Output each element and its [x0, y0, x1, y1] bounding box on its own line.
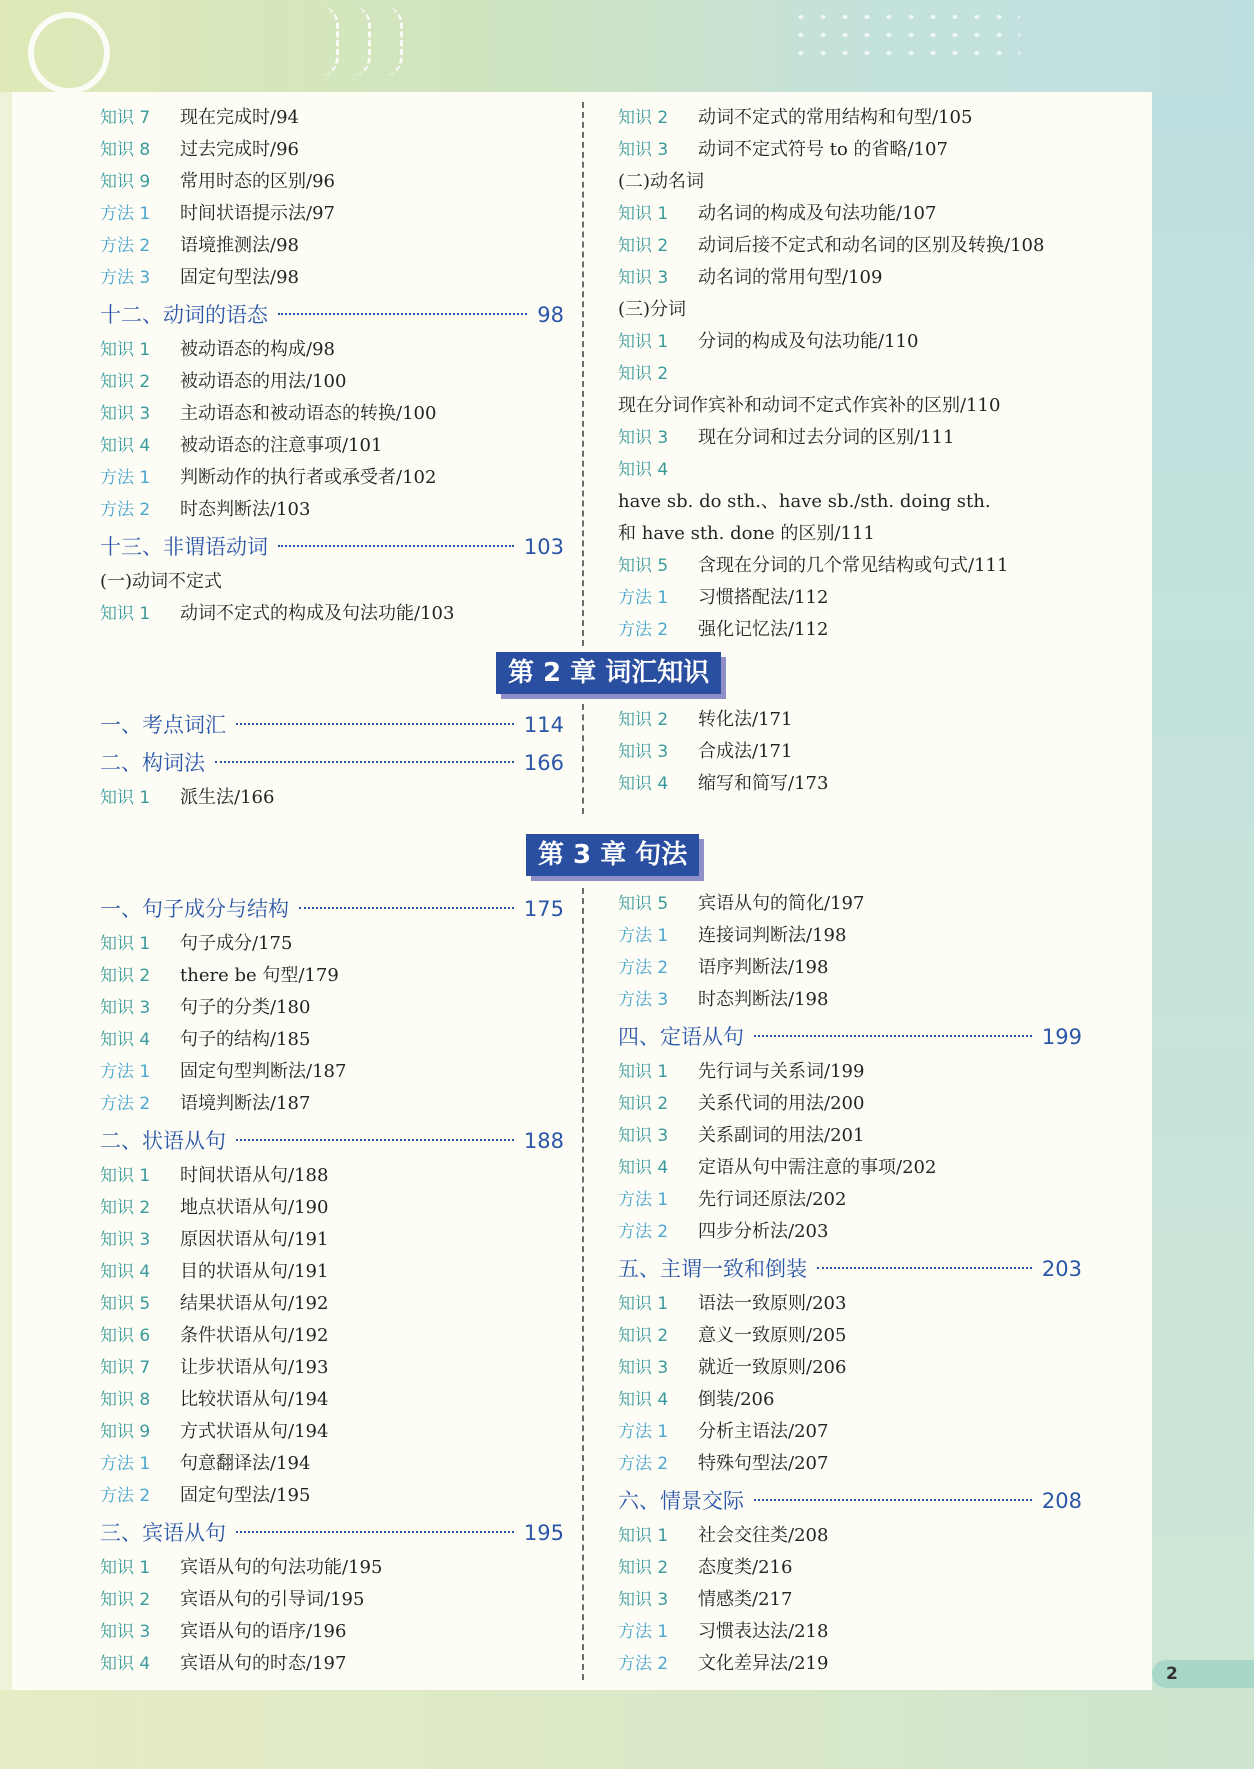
entry-text: 时态判断法/103 [180, 499, 311, 520]
entry-text: 动词不定式的构成及句法功能/103 [180, 603, 455, 624]
entry-text: 动名词的构成及句法功能/107 [698, 203, 937, 224]
section-page-number: 114 [523, 713, 564, 737]
toc-knowledge-entry[interactable] [100, 1288, 564, 1320]
toc-method-entry[interactable] [618, 614, 1082, 646]
entry-label: 知识 3 [100, 1622, 151, 1642]
toc-column-left [100, 888, 584, 1680]
entry-label: 方法 2 [618, 1222, 669, 1242]
entry-text: 强化记忆法/112 [698, 619, 829, 640]
toc-knowledge-entry[interactable] [618, 1056, 1082, 1088]
entry-text: 宾语从句的简化/197 [698, 893, 865, 914]
toc-knowledge-entry[interactable] [100, 1192, 564, 1224]
entry-label: 方法 2 [618, 958, 669, 978]
entry-text: 被动语态的注意事项/101 [180, 435, 383, 456]
entry-label: 知识 2 [618, 1558, 669, 1578]
entry-text: 时间状语提示法/97 [180, 203, 335, 224]
bottom-decor-band [0, 1690, 1254, 1769]
entry-label: 知识 3 [618, 1126, 669, 1146]
entry-text: 地点状语从句/190 [180, 1197, 329, 1218]
toc-method-entry[interactable] [100, 1448, 564, 1480]
entry-text: 缩写和简写/173 [698, 773, 829, 794]
entry-label: 知识 2 [618, 364, 669, 384]
leader-dots [817, 1267, 1032, 1269]
entry-label: 知识 9 [100, 1422, 151, 1442]
entry-label: 知识 4 [100, 1654, 151, 1674]
entry-label: 知识 7 [100, 108, 151, 128]
toc-subsection: (三)分词 [618, 299, 687, 320]
toc-knowledge-entry[interactable] [618, 1352, 1082, 1384]
entry-text: have sb. do sth.、have sb./sth. doing sth.和 have sth. done 的区别/111 [618, 491, 991, 544]
entry-text: 文化差异法/219 [698, 1653, 829, 1674]
entry-label: 知识 5 [618, 894, 669, 914]
toc-method-entry[interactable] [100, 1480, 564, 1512]
entry-label: 方法 1 [100, 204, 151, 224]
entry-label: 方法 2 [618, 620, 669, 640]
chapter-2-heading: 第 2 章 词汇知识 [496, 652, 721, 694]
toc-knowledge-entry[interactable] [618, 198, 1082, 230]
entry-label: 知识 4 [618, 460, 669, 480]
toc-method-entry[interactable] [618, 1184, 1082, 1216]
toc-method-entry[interactable] [100, 462, 564, 494]
entry-label: 知识 4 [100, 436, 151, 456]
toc-block-chapter2 [100, 704, 1130, 814]
entry-label: 知识 1 [100, 934, 151, 954]
entry-text: 让步状语从句/193 [180, 1357, 329, 1378]
entry-label: 知识 3 [618, 268, 669, 288]
toc-column-right [600, 102, 1082, 646]
entry-label: 方法 2 [100, 236, 151, 256]
toc-knowledge-entry[interactable] [618, 1288, 1082, 1320]
toc-knowledge-entry[interactable] [100, 166, 564, 198]
toc-knowledge-entry[interactable] [618, 230, 1082, 262]
entry-label: 方法 1 [618, 926, 669, 946]
entry-text: 先行词还原法/202 [698, 1189, 847, 1210]
right-decor-band [1152, 92, 1254, 1712]
entry-label: 知识 2 [618, 108, 669, 128]
toc-knowledge-entry[interactable] [100, 928, 564, 960]
toc-section-heading[interactable] [618, 1484, 1082, 1518]
entry-text: 句子成分/175 [180, 933, 293, 954]
toc-knowledge-entry[interactable] [618, 768, 1082, 800]
toc-column-right [600, 888, 1082, 1680]
entry-text: 被动语态的用法/100 [180, 371, 347, 392]
section-page-number: 103 [523, 535, 564, 559]
toc-knowledge-entry[interactable] [618, 1120, 1082, 1152]
toc-knowledge-entry[interactable] [100, 598, 564, 630]
entry-text: there be 句型/179 [180, 965, 339, 986]
toc-method-entry[interactable] [618, 920, 1082, 952]
toc-knowledge-entry[interactable] [618, 102, 1082, 134]
toc-block-chapter3 [100, 888, 1130, 1680]
entry-text: 关系副词的用法/201 [698, 1125, 865, 1146]
entry-text: 关系代词的用法/200 [698, 1093, 865, 1114]
entry-text: 合成法/171 [698, 741, 793, 762]
toc-method-entry[interactable] [100, 262, 564, 294]
leader-dots [236, 723, 514, 725]
toc-method-entry[interactable] [618, 1416, 1082, 1448]
entry-label: 方法 1 [618, 1190, 669, 1210]
entry-text: 意义一致原则/205 [698, 1325, 847, 1346]
toc-method-entry[interactable] [100, 230, 564, 262]
entry-text: 主动语态和被动语态的转换/100 [180, 403, 437, 424]
toc-method-entry[interactable] [618, 1616, 1082, 1648]
entry-text: 句子的分类/180 [180, 997, 311, 1018]
entry-label: 方法 1 [100, 468, 151, 488]
toc-knowledge-entry[interactable] [100, 1648, 564, 1680]
entry-text: 句意翻译法/194 [180, 1453, 311, 1474]
entry-text: 句子的结构/185 [180, 1029, 311, 1050]
entry-text: 连接词判断法/198 [698, 925, 847, 946]
toc-knowledge-entry[interactable] [100, 992, 564, 1024]
entry-label: 方法 1 [618, 588, 669, 608]
entry-label: 知识 2 [100, 1198, 151, 1218]
entry-label: 知识 1 [100, 1166, 151, 1186]
toc-knowledge-entry[interactable] [100, 1384, 564, 1416]
toc-knowledge-entry[interactable] [618, 422, 1082, 454]
entry-text: 语境判断法/187 [180, 1093, 311, 1114]
entry-text: 比较状语从句/194 [180, 1389, 329, 1410]
wave-decoration [320, 6, 339, 76]
section-title: 十三、非谓语动词 [100, 535, 268, 559]
entry-label: 知识 5 [618, 556, 669, 576]
entry-text: 四步分析法/203 [698, 1221, 829, 1242]
section-title: 五、主谓一致和倒装 [618, 1257, 807, 1281]
entry-text: 分词的构成及句法功能/110 [698, 331, 919, 352]
section-page-number: 199 [1041, 1025, 1082, 1049]
toc-section-heading[interactable] [100, 530, 564, 564]
entry-text: 现在完成时/94 [180, 107, 299, 128]
toc-knowledge-entry[interactable] [618, 326, 1082, 358]
toc-knowledge-entry[interactable] [618, 358, 1082, 422]
entry-text: 宾语从句的引导词/195 [180, 1589, 365, 1610]
entry-text: 现在分词作宾补和动词不定式作宾补的区别/110 [618, 395, 1001, 416]
entry-text: 态度类/216 [698, 1557, 793, 1578]
entry-label: 知识 3 [100, 998, 151, 1018]
entry-text: 常用时态的区别/96 [180, 171, 335, 192]
entry-text: 被动语态的构成/98 [180, 339, 335, 360]
entry-label: 方法 1 [618, 1622, 669, 1642]
entry-label: 方法 3 [618, 990, 669, 1010]
entry-text: 宾语从句的语序/196 [180, 1621, 347, 1642]
toc-subsection: (二)动名词 [618, 171, 705, 192]
toc-column-left [100, 704, 584, 814]
toc-knowledge-entry[interactable] [618, 888, 1082, 920]
toc-subsection: (一)动词不定式 [100, 571, 223, 592]
toc-method-entry[interactable] [618, 984, 1082, 1016]
entry-label: 知识 3 [618, 1358, 669, 1378]
toc-knowledge-entry[interactable] [618, 262, 1082, 294]
leader-dots [236, 1139, 514, 1141]
page-number: 2 [1152, 1660, 1254, 1688]
entry-label: 知识 1 [100, 340, 151, 360]
entry-text: 动词不定式符号 to 的省略/107 [698, 139, 948, 160]
entry-text: 社会交往类/208 [698, 1525, 829, 1546]
toc-method-entry[interactable] [100, 1056, 564, 1088]
entry-text: 时态判断法/198 [698, 989, 829, 1010]
toc-knowledge-entry[interactable] [100, 782, 564, 814]
entry-label: 方法 2 [100, 1486, 151, 1506]
section-title: 二、构词法 [100, 751, 205, 775]
entry-text: 条件状语从句/192 [180, 1325, 329, 1346]
entry-text: 固定句型法/195 [180, 1485, 311, 1506]
toc-method-entry[interactable] [618, 1448, 1082, 1480]
toc-section-heading[interactable] [100, 708, 564, 742]
entry-text: 情感类/217 [698, 1589, 793, 1610]
toc-method-entry[interactable] [100, 198, 564, 230]
toc-knowledge-entry[interactable] [100, 1256, 564, 1288]
entry-label: 知识 8 [100, 1390, 151, 1410]
entry-text: 宾语从句的时态/197 [180, 1653, 347, 1674]
entry-label: 知识 4 [618, 1390, 669, 1410]
toc-knowledge-entry[interactable] [100, 1224, 564, 1256]
entry-text: 动词后接不定式和动名词的区别及转换/108 [698, 235, 1045, 256]
toc-knowledge-entry[interactable] [100, 1552, 564, 1584]
entry-label: 知识 1 [618, 1526, 669, 1546]
toc-knowledge-entry[interactable] [618, 1088, 1082, 1120]
toc-section-heading[interactable] [100, 298, 564, 332]
toc-method-entry[interactable] [618, 952, 1082, 984]
entry-text: 习惯搭配法/112 [698, 587, 829, 608]
entry-label: 知识 3 [618, 1590, 669, 1610]
toc-knowledge-entry[interactable] [618, 736, 1082, 768]
entry-label: 方法 1 [100, 1062, 151, 1082]
entry-text: 语序判断法/198 [698, 957, 829, 978]
section-page-number: 98 [537, 303, 564, 327]
entry-label: 方法 2 [618, 1654, 669, 1674]
chapter-3-heading: 第 3 章 句法 [526, 834, 699, 876]
entry-label: 知识 7 [100, 1358, 151, 1378]
entry-text: 倒装/206 [698, 1389, 775, 1410]
entry-label: 知识 1 [618, 204, 669, 224]
entry-text: 含现在分词的几个常见结构或句式/111 [698, 555, 1009, 576]
toc-knowledge-entry[interactable] [618, 1384, 1082, 1416]
entry-label: 知识 4 [100, 1262, 151, 1282]
section-title: 四、定语从句 [618, 1025, 744, 1049]
entry-text: 宾语从句的句法功能/195 [180, 1557, 383, 1578]
entry-text: 派生法/166 [180, 787, 275, 808]
toc-column-left [100, 102, 584, 646]
leader-dots [278, 545, 514, 547]
wave-decoration [352, 6, 371, 76]
entry-text: 先行词与关系词/199 [698, 1061, 865, 1082]
entry-text: 判断动作的执行者或承受者/102 [180, 467, 437, 488]
leader-dots [215, 761, 514, 763]
toc-knowledge-entry[interactable] [618, 134, 1082, 166]
toc-knowledge-entry[interactable] [100, 960, 564, 992]
section-page-number: 188 [523, 1129, 564, 1153]
entry-label: 知识 2 [100, 966, 151, 986]
toc-knowledge-entry[interactable] [100, 1320, 564, 1352]
toc-knowledge-entry[interactable] [618, 1552, 1082, 1584]
entry-label: 知识 3 [618, 428, 669, 448]
section-title: 一、句子成分与结构 [100, 897, 289, 921]
entry-label: 知识 4 [618, 1158, 669, 1178]
toc-knowledge-entry[interactable] [100, 366, 564, 398]
entry-label: 知识 2 [618, 1094, 669, 1114]
entry-label: 知识 3 [618, 742, 669, 762]
entry-text: 方式状语从句/194 [180, 1421, 329, 1442]
entry-label: 知识 2 [618, 1326, 669, 1346]
entry-label: 方法 2 [618, 1454, 669, 1474]
top-decor-band [0, 0, 1254, 92]
entry-label: 方法 2 [100, 500, 151, 520]
entry-label: 知识 1 [100, 788, 151, 808]
entry-label: 方法 1 [100, 1454, 151, 1474]
entry-text: 过去完成时/96 [180, 139, 299, 160]
leader-dots [299, 907, 514, 909]
entry-text: 习惯表达法/218 [698, 1621, 829, 1642]
entry-label: 方法 2 [100, 1094, 151, 1114]
entry-text: 语法一致原则/203 [698, 1293, 847, 1314]
entry-text: 动名词的常用句型/109 [698, 267, 883, 288]
toc-section-heading[interactable] [100, 892, 564, 926]
toc-knowledge-entry[interactable] [100, 398, 564, 430]
toc-section-heading[interactable] [618, 1252, 1082, 1286]
entry-text: 语境推测法/98 [180, 235, 299, 256]
section-page-number: 208 [1041, 1489, 1082, 1513]
toc-method-entry[interactable] [618, 1216, 1082, 1248]
toc-section-heading[interactable] [100, 746, 564, 780]
toc-knowledge-entry[interactable] [100, 1160, 564, 1192]
entry-text: 结果状语从句/192 [180, 1293, 329, 1314]
toc-method-entry[interactable] [618, 1648, 1082, 1680]
entry-label: 知识 3 [100, 404, 151, 424]
toc-knowledge-entry[interactable] [618, 1520, 1082, 1552]
circle-decoration [28, 12, 110, 94]
wave-decoration [384, 6, 403, 76]
toc-knowledge-entry[interactable] [100, 134, 564, 166]
entry-text: 特殊句型法/207 [698, 1453, 829, 1474]
toc-knowledge-entry[interactable] [100, 1584, 564, 1616]
entry-label: 知识 3 [100, 1230, 151, 1250]
entry-label: 知识 2 [100, 1590, 151, 1610]
section-title: 二、状语从句 [100, 1129, 226, 1153]
section-page-number: 166 [523, 751, 564, 775]
toc-method-entry[interactable] [100, 1088, 564, 1120]
toc-knowledge-entry[interactable] [618, 1152, 1082, 1184]
toc-method-entry[interactable] [100, 494, 564, 526]
toc-knowledge-entry[interactable] [100, 334, 564, 366]
entry-text: 现在分词和过去分词的区别/111 [698, 427, 955, 448]
section-title: 六、情景交际 [618, 1489, 744, 1513]
section-page-number: 175 [523, 897, 564, 921]
toc-method-entry[interactable] [618, 582, 1082, 614]
toc-knowledge-entry[interactable] [100, 1024, 564, 1056]
entry-label: 知识 1 [100, 1558, 151, 1578]
entry-label: 方法 1 [618, 1422, 669, 1442]
entry-text: 分析主语法/207 [698, 1421, 829, 1442]
entry-label: 知识 8 [100, 140, 151, 160]
toc-knowledge-entry[interactable] [618, 550, 1082, 582]
toc-column-right [600, 704, 1082, 814]
entry-text: 转化法/171 [698, 709, 793, 730]
toc-knowledge-entry[interactable] [100, 102, 564, 134]
entry-text: 目的状语从句/191 [180, 1261, 329, 1282]
entry-text: 时间状语从句/188 [180, 1165, 329, 1186]
section-title: 十二、动词的语态 [100, 303, 268, 327]
toc-knowledge-entry[interactable] [100, 1352, 564, 1384]
toc-knowledge-entry[interactable] [100, 430, 564, 462]
entry-label: 知识 1 [618, 1062, 669, 1082]
toc-knowledge-entry[interactable] [618, 454, 1082, 550]
toc-knowledge-entry[interactable] [618, 1320, 1082, 1352]
entry-label: 方法 3 [100, 268, 151, 288]
entry-label: 知识 2 [100, 372, 151, 392]
entry-text: 固定句型法/98 [180, 267, 299, 288]
entry-label: 知识 4 [618, 774, 669, 794]
toc-knowledge-entry[interactable] [100, 1416, 564, 1448]
section-title: 三、宾语从句 [100, 1521, 226, 1545]
toc-knowledge-entry[interactable] [100, 1616, 564, 1648]
toc-section-heading[interactable] [100, 1516, 564, 1550]
entry-label: 知识 4 [100, 1030, 151, 1050]
entry-label: 知识 1 [618, 1294, 669, 1314]
toc-block-chapter1-continued [100, 102, 1130, 646]
toc-knowledge-entry[interactable] [618, 1584, 1082, 1616]
leader-dots [278, 313, 527, 315]
entry-label: 知识 3 [618, 140, 669, 160]
toc-section-heading[interactable] [100, 1124, 564, 1158]
entry-text: 动词不定式的常用结构和句型/105 [698, 107, 973, 128]
leader-dots [754, 1499, 1032, 1501]
toc-knowledge-entry[interactable] [618, 704, 1082, 736]
entry-label: 知识 2 [618, 236, 669, 256]
section-page-number: 203 [1041, 1257, 1082, 1281]
entry-text: 固定句型判断法/187 [180, 1061, 347, 1082]
entry-label: 知识 6 [100, 1326, 151, 1346]
entry-label: 知识 1 [100, 604, 151, 624]
entry-text: 就近一致原则/206 [698, 1357, 847, 1378]
entry-text: 原因状语从句/191 [180, 1229, 329, 1250]
section-title: 一、考点词汇 [100, 713, 226, 737]
entry-text: 定语从句中需注意的事项/202 [698, 1157, 937, 1178]
entry-label: 知识 5 [100, 1294, 151, 1314]
entry-label: 知识 2 [618, 710, 669, 730]
dot-pattern-decoration [790, 8, 1020, 68]
entry-label: 知识 9 [100, 172, 151, 192]
leader-dots [754, 1035, 1032, 1037]
toc-section-heading[interactable] [618, 1020, 1082, 1054]
leader-dots [236, 1531, 514, 1533]
section-page-number: 195 [523, 1521, 564, 1545]
entry-label: 知识 1 [618, 332, 669, 352]
